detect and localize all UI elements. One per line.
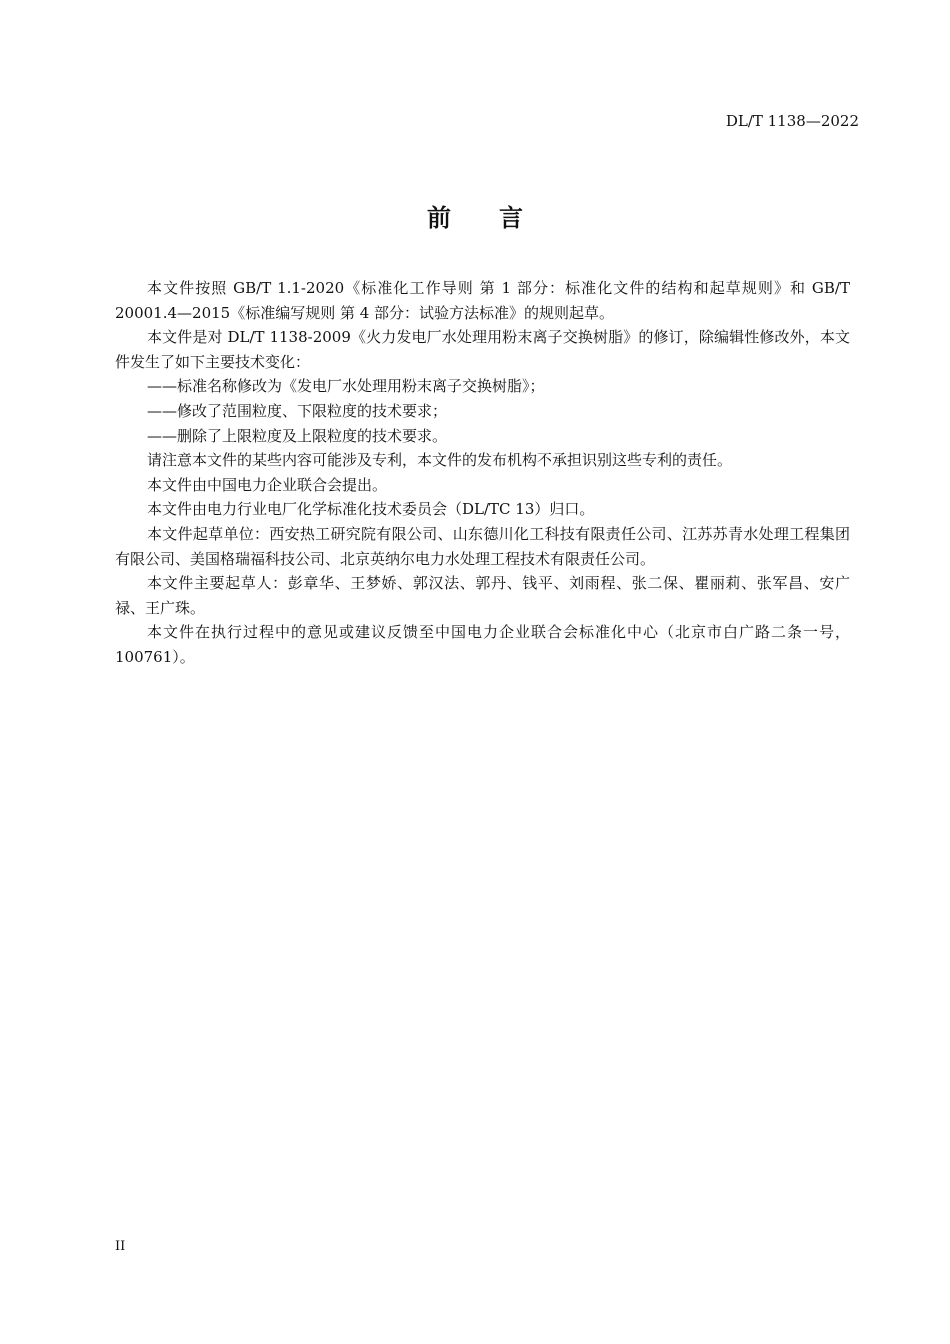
paragraph: 本文件在执行过程中的意见或建议反馈至中国电力企业联合会标准化中心（北京市白广路二条一号，100761）。 [115, 623, 850, 666]
paragraph: 本文件是对 DL/T 1138-2009《火力发电厂水处理用粉末离子交换树脂》的修订，除编辑性修改外，本文件发生了如下主要技术变化： [115, 328, 850, 371]
page-title: 前 言 [427, 204, 523, 232]
paragraph: 本文件由电力行业电厂化学标准化技术委员会（DL/TC 13）归口。 [147, 500, 595, 519]
paragraph: 请注意本文件的某些内容可能涉及专利，本文件的发布机构不承担识别这些专利的责任。 [147, 451, 733, 470]
paragraph: 本文件起草单位：西安热工研究院有限公司、山东德川化工科技有限责任公司、江苏苏青水处理工程集团有限公司、美国格瑞福科技公司、北京英纳尔电力水处理工程技术有限责任公司。 [115, 524, 850, 568]
paragraph: 本文件主要起草人：彭章华、王梦娇、郭汉法、郭丹、钱平、刘雨程、张二保、瞿丽莉、张军昌、安广禄、王广珠。 [115, 574, 850, 617]
page-number: II [115, 1239, 126, 1254]
list-item: ——修改了范围粒度、下限粒度的技术要求； [147, 401, 448, 420]
standard-code: DL/T 1138—2022 [725, 112, 859, 130]
paragraph: 本文件按照 GB/T 1.1-2020《标准化工作导则 第 1 部分：标准化文件的结构和起草规则》和 GB/T 20001.4—2015《标准编写规则 第 4 部分：试验方法标准》的规则起草。 [115, 279, 850, 322]
paragraph: 本文件由中国电力企业联合会提出。 [147, 475, 388, 494]
list-item: ——删除了上限粒度及上限粒度的技术要求。 [147, 426, 448, 445]
list-item: ——标准名称修改为《发电厂水处理用粉末离子交换树脂》； [147, 377, 545, 396]
foreword-body [115, 276, 850, 670]
